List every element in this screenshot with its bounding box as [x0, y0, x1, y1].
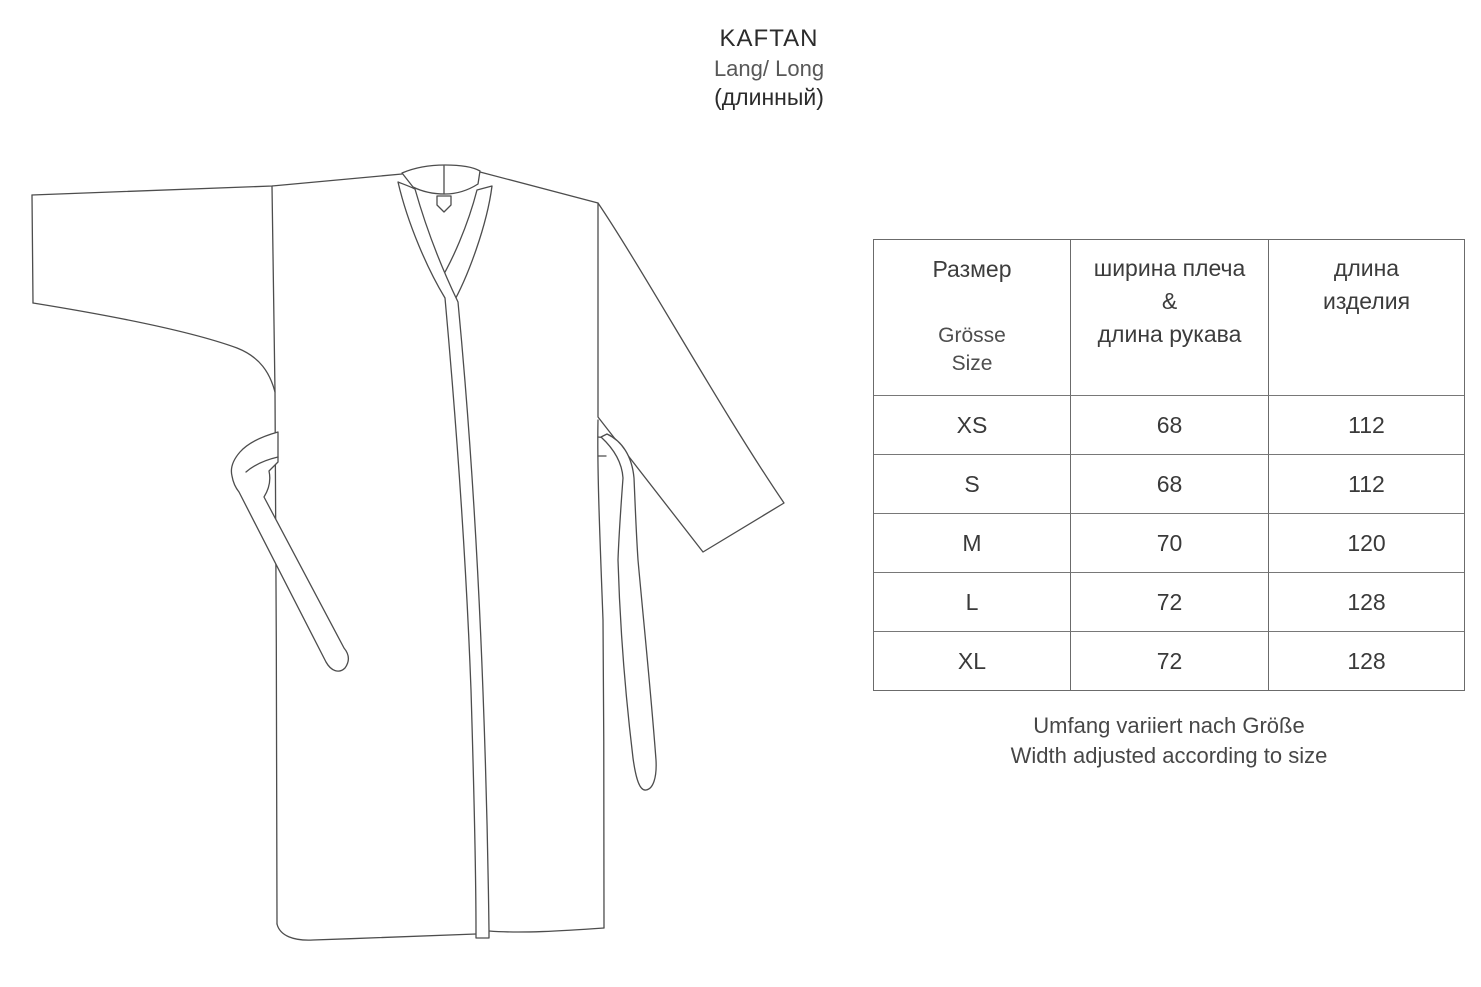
row-xl-length: 128 — [1268, 631, 1464, 690]
left-underarm-curve — [33, 303, 275, 392]
row-xl-shoulder: 72 — [1070, 631, 1268, 690]
product-variant: Lang/ Long — [713, 56, 825, 81]
row-xs-size: XS — [874, 395, 1070, 454]
left-shoulder-edge — [32, 174, 402, 195]
row-s-length: 112 — [1268, 454, 1464, 513]
product-title: KAFTAN — [719, 25, 819, 52]
row-xl-size: XL — [874, 631, 1070, 690]
right-hem — [489, 928, 604, 932]
footnote — [873, 711, 1465, 771]
row-l-size: L — [874, 572, 1070, 631]
row-xs-shoulder: 68 — [1070, 395, 1268, 454]
row-l-length: 128 — [1268, 572, 1464, 631]
size-table — [873, 239, 1465, 691]
header-shoulder-line1: ширина плеча — [1093, 255, 1246, 281]
right-body-edge — [598, 420, 604, 928]
row-s-size: S — [874, 454, 1070, 513]
row-m-size: M — [874, 513, 1070, 572]
header-shoulder-line2: & — [1161, 288, 1178, 314]
product-variant-russian: (длинный) — [714, 84, 824, 110]
left-hem — [277, 924, 476, 940]
footnote-german: Umfang variiert nach Größe — [1033, 713, 1305, 738]
header-length-line1: длина — [1333, 255, 1400, 281]
right-belt-tie — [601, 434, 656, 790]
header-length-column — [1268, 240, 1464, 395]
row-m-length: 120 — [1268, 513, 1464, 572]
row-m-shoulder: 70 — [1070, 513, 1268, 572]
header-size-de: Grösse — [938, 324, 1006, 347]
hanger-loop-tab — [437, 196, 451, 212]
header-size-ru: Размер — [932, 256, 1012, 282]
header-length-line2: изделия — [1322, 288, 1411, 314]
left-belt-tie — [231, 432, 348, 671]
footnote-english: Width adjusted according to size — [1010, 743, 1328, 768]
header-spacer — [932, 283, 1011, 322]
row-xs-length: 112 — [1268, 395, 1464, 454]
robe-outline-group — [32, 165, 784, 940]
header-shoulder-sleeve-column — [1070, 240, 1268, 395]
left-sleeve-cuff — [32, 195, 33, 303]
row-l-shoulder: 72 — [1070, 572, 1268, 631]
header-size-en: Size — [951, 352, 993, 375]
left-lapel-placket — [398, 182, 489, 938]
header-shoulder-line3: длина рукава — [1097, 321, 1242, 347]
row-s-shoulder: 68 — [1070, 454, 1268, 513]
right-shoulder-edge — [480, 172, 598, 203]
header-size-column — [874, 240, 1070, 395]
